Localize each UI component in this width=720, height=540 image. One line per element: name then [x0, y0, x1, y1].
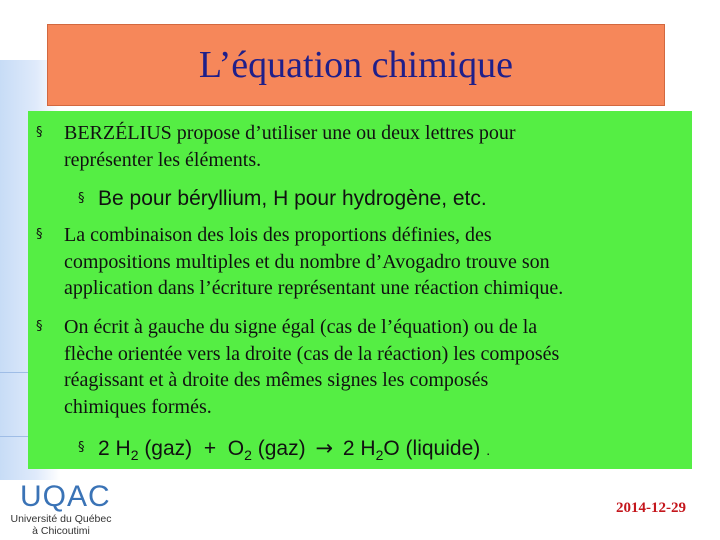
- equation-end: .: [486, 442, 491, 458]
- equation-part: (gaz): [251, 437, 306, 460]
- logo-line: à Chicoutimi: [32, 525, 90, 537]
- bullet-marker: §: [36, 319, 43, 334]
- slide-title: L’équation chimique: [47, 24, 665, 106]
- equation-subscript: 2: [130, 447, 139, 463]
- equation-part: (gaz) + O: [138, 437, 245, 460]
- logo-wordmark: UQAC: [20, 480, 111, 513]
- bullet-line: On écrit à gauche du signe égal (cas de l’équation) ou de la: [64, 316, 538, 338]
- sub-bullet-marker: §: [78, 440, 85, 455]
- sub-bullet-marker: §: [78, 191, 85, 206]
- sub-bullet-item: [78, 185, 487, 213]
- bullet-line: BERZÉLIUS propose d’utiliser une ou deux lettres pour: [64, 122, 516, 144]
- reaction-arrow-icon: →: [315, 436, 334, 460]
- equation-item: [78, 434, 490, 464]
- slide-date: 2014-12-29: [616, 500, 686, 516]
- equation-subscript: 2: [244, 447, 252, 463]
- bullet-line: représenter les éléments.: [64, 148, 262, 171]
- chemical-equation: [98, 434, 490, 464]
- bullet-line: La combinaison des lois des proportions définies, des: [64, 224, 492, 246]
- equation-subscript: 2: [375, 447, 384, 463]
- bullet-item: [36, 120, 516, 173]
- equation-part: 2 H: [98, 437, 131, 460]
- equation-part: 2 H: [342, 437, 376, 460]
- uqac-logo: [4, 482, 116, 538]
- bullet-line: chimiques formés.: [64, 395, 212, 418]
- bullet-line: flèche orientée vers la droite (cas de la réaction) les composés: [64, 342, 560, 365]
- bullet-line: compositions multiples et du nombre d’Avogadro trouve son: [64, 250, 550, 273]
- equation-part: O (liquide): [383, 437, 481, 460]
- sub-bullet-text: Be pour béryllium, H pour hydrogène, etc.: [98, 187, 487, 210]
- logo-line: Université du Québec: [10, 513, 112, 525]
- bullet-line: application dans l’écriture représentant une réaction chimique.: [64, 277, 564, 299]
- bullet-marker: §: [36, 125, 43, 140]
- bullet-line: réagissant et à droite des mêmes signes les composés: [64, 369, 489, 391]
- bullet-item: [36, 314, 559, 420]
- bullet-item: [36, 222, 563, 302]
- bullet-marker: §: [36, 227, 43, 242]
